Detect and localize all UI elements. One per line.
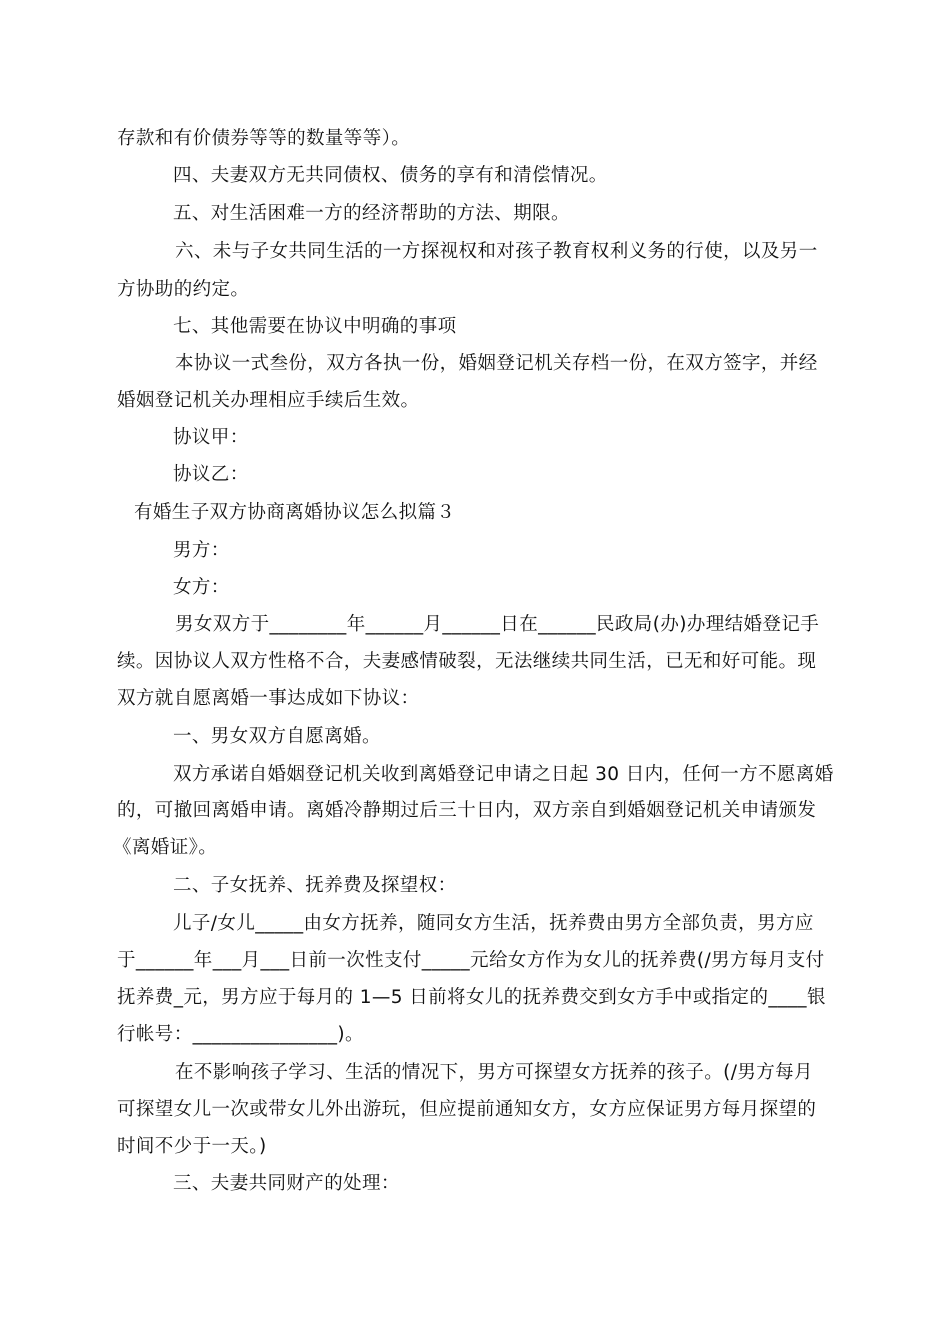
section-heading: 有婚生子双方协商离婚协议怎么拟篇３ xyxy=(134,502,456,523)
text-line: 一、男女双方自愿离婚。 xyxy=(173,726,381,747)
text-line: 协议甲： xyxy=(173,427,249,448)
text-line: 的，可撤回离婚申请。离婚冷静期过后三十日内，双方亲自到婚姻登记机关申请颁发 xyxy=(117,800,817,821)
text-line: 儿子/女儿_____由女方抚养，随同女方生活，抚养费由男方全部负责，男方应 xyxy=(173,913,814,934)
text-line: 六、未与子女共同生活的一方探视权和对孩子教育权利义务的行使，以及另一 xyxy=(175,241,818,262)
text-line: 《离婚证》。 xyxy=(113,837,218,858)
text-line: 于______年___月___日前一次性支付_____元给女方作为女儿的抚养费(/男方每月支付 xyxy=(117,950,825,971)
text-line: 可探望女儿一次或带女儿外出游玩，但应提前通知女方，女方应保证男方每月探望的 xyxy=(117,1099,817,1120)
text-line: 四、夫妻双方无共同债权、债务的享有和清偿情况。 xyxy=(173,165,608,186)
text-line: 方协助的约定。 xyxy=(117,279,250,300)
text-line: 五、对生活困难一方的经济帮助的方法、期限。 xyxy=(173,203,570,224)
text-line: 双方就自愿离婚一事达成如下协议： xyxy=(117,688,420,709)
text-line: 存款和有价债券等等的数量等等）。 xyxy=(117,128,411,149)
text-line: 女方： xyxy=(173,577,230,598)
text-line: 续。因协议人双方性格不合，夫妻感情破裂，无法继续共同生活，已无和好可能。现 xyxy=(117,651,817,672)
text-line: 婚姻登记机关办理相应手续后生效。 xyxy=(117,390,420,411)
text-line: 时间不少于一天。) xyxy=(117,1136,267,1157)
text-line: 本协议一式叁份，双方各执一份，婚姻登记机关存档一份，在双方签字，并经 xyxy=(175,353,818,374)
text-line: 双方承诺自婚姻登记机关收到离婚登记申请之日起 30 日内，任何一方不愿离婚 xyxy=(173,764,834,785)
text-line: 在不影响孩子学习、生活的情况下，男方可探望女方抚养的孩子。(/男方每月 xyxy=(175,1062,813,1083)
text-line: 男女双方于________年______月______日在______民政局(办)办理结婚登记手 xyxy=(175,614,820,635)
text-line: 行帐号：_______________)。 xyxy=(117,1024,364,1045)
text-line: 三、夫妻共同财产的处理： xyxy=(173,1173,400,1194)
text-line: 二、子女抚养、抚养费及探望权： xyxy=(173,875,457,896)
text-line: 男方： xyxy=(173,540,230,561)
text-line: 协议乙： xyxy=(173,464,249,485)
text-line: 七、其他需要在协议中明确的事项 xyxy=(173,316,457,337)
text-line: 抚养费_元，男方应于每月的 1—5 日前将女儿的抚养费交到女方手中或指定的____银 xyxy=(117,987,826,1008)
